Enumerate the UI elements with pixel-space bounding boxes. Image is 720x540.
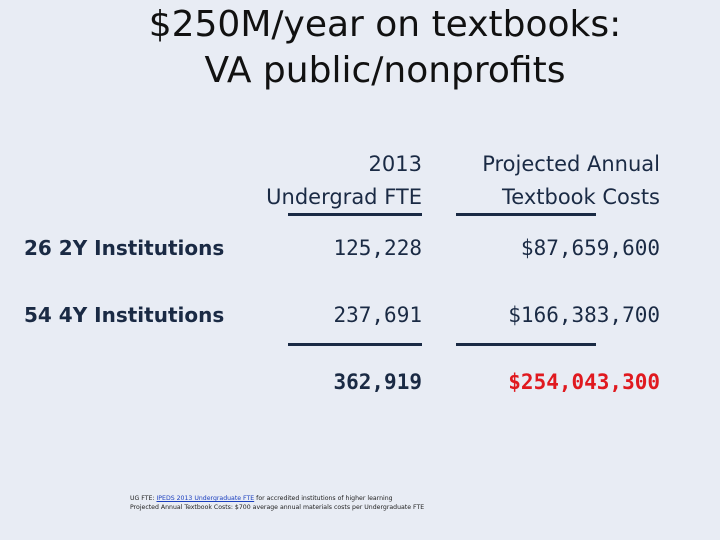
- footnote-suffix: for accredited institutions of higher learning: [256, 495, 393, 502]
- total-cost: $254,043,300: [508, 370, 660, 394]
- row-label-2y: 26 2Y Institutions: [24, 236, 225, 260]
- column-header-cost-line-1: Projected Annual: [482, 152, 660, 176]
- cell-fte-2y: 125,228: [333, 236, 422, 260]
- total-fte: 362,919: [333, 370, 422, 394]
- header-underline-cost: [456, 213, 596, 216]
- footnote-prefix: UG FTE:: [130, 495, 155, 502]
- slide-title: [0, 2, 720, 94]
- total-rule-cost: [456, 343, 596, 346]
- cell-cost-2y: $87,659,600: [520, 236, 660, 260]
- footnote: [130, 494, 424, 512]
- footnote-line-1: [130, 494, 424, 503]
- column-header-cost-line-2: Textbook Costs: [502, 185, 660, 209]
- column-header-fte-line-2: Undergrad FTE: [266, 185, 422, 209]
- ipeds-link[interactable]: IPEDS 2013 Undergraduate FTE: [156, 495, 255, 502]
- title-line-1: $250M/year on textbooks:: [148, 4, 622, 45]
- column-header-cost: [420, 148, 660, 214]
- total-rule-fte: [288, 343, 422, 346]
- column-header-fte: [230, 148, 422, 214]
- cell-fte-4y: 237,691: [333, 303, 422, 327]
- header-underline-fte: [288, 213, 422, 216]
- title-line-2: VA public/nonprofits: [204, 50, 566, 91]
- footnote-line-2: Projected Annual Textbook Costs: $700 average annual materials costs per Undergraduate FTE: [130, 504, 425, 511]
- cell-cost-4y: $166,383,700: [508, 303, 660, 327]
- row-label-4y: 54 4Y Institutions: [24, 303, 225, 327]
- column-header-fte-line-1: 2013: [368, 152, 422, 176]
